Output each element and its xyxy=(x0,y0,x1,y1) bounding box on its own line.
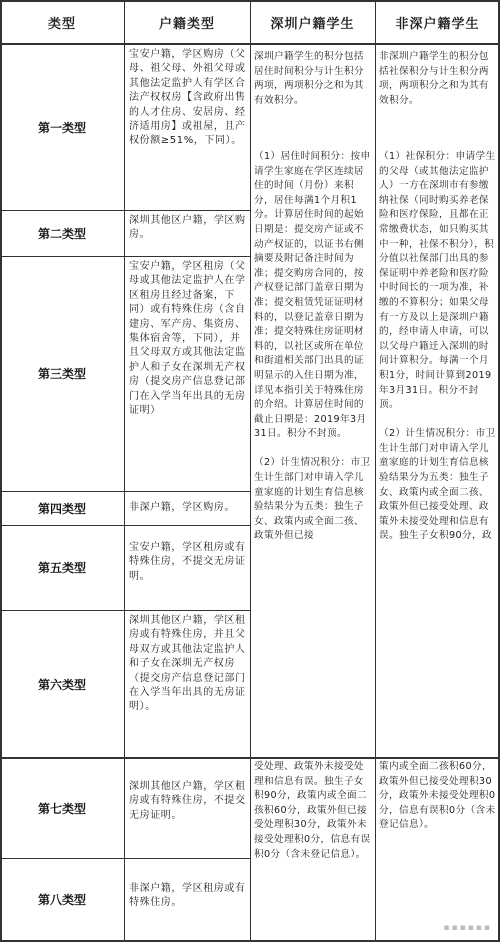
header-household-type: 户籍类型 xyxy=(158,16,215,32)
household-type-2: 深圳其他区户籍，学区购房。 xyxy=(129,215,246,241)
row-divider-2 xyxy=(0,256,250,257)
header-non-shenzhen-students: 非深户籍学生 xyxy=(395,16,480,32)
watermark: ▪▪▪▪▪▪ xyxy=(443,923,492,933)
household-type-7: 深圳其他区户籍，学区租房或有特殊住房，不提交无房证明。 xyxy=(129,781,246,821)
column-divider-2 xyxy=(250,0,251,942)
column-divider-1 xyxy=(124,0,125,942)
category-type-5: 第五类型 xyxy=(37,561,86,575)
category-type-7: 第七类型 xyxy=(37,801,86,816)
household-type-5: 宝安户籍，学区租房或有特殊住房，不提交无房证明。 xyxy=(129,542,246,582)
table-border-left xyxy=(0,0,2,942)
shenzhen-intro: 深圳户籍学生的积分包括居住时间积分与计生积分两项，两项积分之和为其有效积分。 xyxy=(254,51,364,106)
row-divider-1 xyxy=(0,210,250,211)
category-type-2: 第二类型 xyxy=(37,226,86,241)
shenzhen-rules: （1）居住时间积分：按申请学生家庭在学区连续居住的时间（月份）来积分，居住每满1个月积1分。计算居住时间的起始日期是：提交房产证或不动产权证的，以证书右侧摘要及附记备注时间为准；提交购房合同的，按产权登记部门盖章日期为准；提交租赁凭证证明材料的，以登记盖章日期为准；提交特殊住房证明材料的，以社区或所在单位和街道相关部门出具的证明显示的入住日期为准，详见本指引关于特殊住房的介绍。计算居住时间的截止日期是：2019年3月31日。积分不封顶。 （2）计生情况积分：市卫生计生部门对申请入学儿童家庭的计划生育信息核验结果分为五类：独生子女、政策内或全面二孩、政策外但已接 xyxy=(254,151,371,542)
header-divider xyxy=(0,43,500,45)
household-type-6: 深圳其他区户籍，学区租房或有特殊住房，并且父母双方或其他法定监护人和子女在深圳无产权房（提交房产信息登记部门在入学当年出具的无房证明）。 xyxy=(129,615,246,713)
column-divider-3 xyxy=(375,0,376,942)
category-type-6: 第六类型 xyxy=(37,677,86,692)
category-type-8: 第八类型 xyxy=(37,892,86,907)
non-shenzhen-rules: （1）社保积分：申请学生的父母（或其他法定监护人）一方在深圳市有参缴纳社保（同时购买养老保险和医疗保险，且都在正常缴费状态，如只购买其中一种，社保不积分），积分值以社保部门出具的参保证明中养老险和医疗险中时间长的一项为准，补缴的不算积分；如果父母有一方及以上是深圳户籍的，经申请人申请，可以以父母户籍迁入深圳的时间计算积分。每满一个月积1分，时间计算到2019年3月31日。积分不封顶。 （2）计生情况积分：市卫生计生部门对申请入学儿童家庭的计划生育信息核验结果分为五类：独生子女、政策内或全面二孩、政策外但已接受处理、政策外未接受处理和信息有误。独生子女积90分，政 xyxy=(379,151,496,542)
row-divider-3 xyxy=(0,491,250,492)
row-divider-4 xyxy=(0,525,250,526)
non-shenzhen-intro: 非深圳户籍学生的积分包括社保积分与计生积分两项，两项积分之和为其有效积分。 xyxy=(379,51,489,106)
household-type-3: 宝安户籍，学区租房（父母或其他法定监护人在学区租房且经过备案，下同）或有特殊住房（含自建房、军产房、集资房、集体宿舍等，下同），并且父母双方或其他法定监护人和子女在深圳无产权房（提交房产信息登记部门在入学当年出具的无房证明） xyxy=(129,261,246,417)
non-shenzhen-points-detail: 策内或全面二孩积60分，政策外但已接受处理积30分，政策外未接受处理积0分，信息有误积0分（含未登记信息）。 xyxy=(379,761,496,831)
shenzhen-points-detail: 受处理、政策外未接受处理和信息有误。独生子女积90分，政策内或全面二孩积60分，政策外但已接受处理积30分，政策外未接受处理积0分，信息有误积0分（含未登记信息）。 xyxy=(254,761,371,860)
household-type-4: 非深户籍，学区购房。 xyxy=(129,502,235,513)
category-type-1: 第一类型 xyxy=(37,120,86,135)
row-divider-6 xyxy=(0,757,500,759)
household-type-8: 非深户籍，学区租房或有特殊住房。 xyxy=(129,883,246,909)
header-shenzhen-students: 深圳户籍学生 xyxy=(270,16,355,32)
header-type: 类型 xyxy=(47,16,76,32)
row-divider-5 xyxy=(0,610,250,611)
row-divider-7 xyxy=(0,858,250,859)
household-type-1: 宝安户籍，学区购房（父母、祖父母、外祖父母或其他法定监护人有学区合法产权权房【含政府出售的人才住房、安居房、经济适用房】或祖屋，且产权份额≥51%，下同）。 xyxy=(129,49,246,147)
category-type-4: 第四类型 xyxy=(37,501,86,516)
category-type-3: 第三类型 xyxy=(37,367,86,381)
